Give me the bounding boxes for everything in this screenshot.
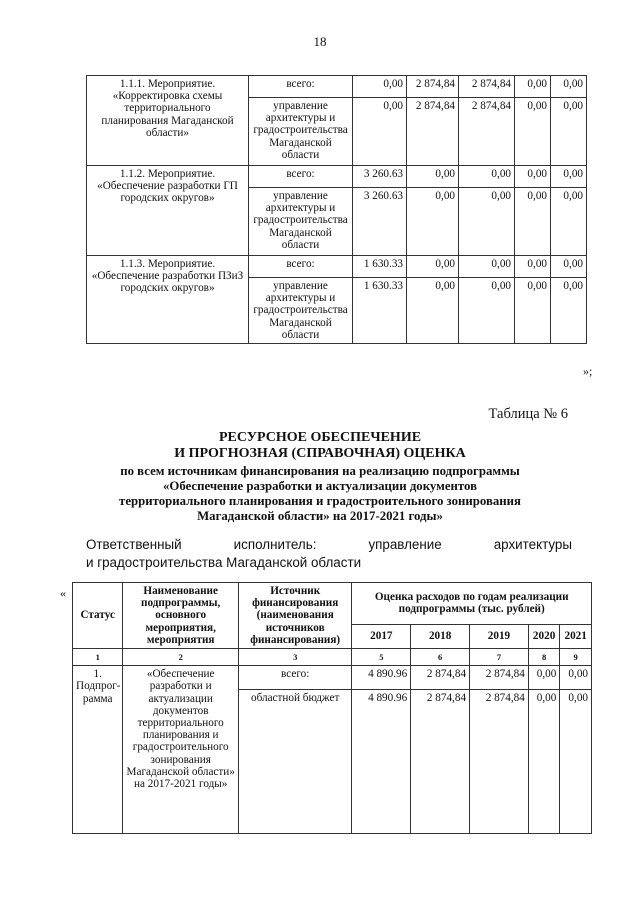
page-number: 18 xyxy=(313,34,327,49)
amount-cell: 0,00 xyxy=(459,278,515,344)
title-line-1: РЕСУРСНОЕ ОБЕСПЕЧЕНИЕ xyxy=(218,430,422,445)
amount-cell: 0,00 xyxy=(551,256,587,278)
funding-source: всего: xyxy=(249,256,353,278)
amount-cell: 2 874,84 xyxy=(459,76,515,98)
header-year: 2019 xyxy=(470,624,529,648)
amount-cell: 0,00 xyxy=(528,690,560,834)
amount-cell: 3 260.63 xyxy=(353,166,407,188)
responsible-word: управление xyxy=(368,537,442,552)
table-row xyxy=(73,666,592,690)
column-index: 7 xyxy=(470,649,529,666)
opening-quote-mark: « xyxy=(60,586,66,600)
amount-cell: 2 874,84 xyxy=(411,666,470,690)
amount-cell: 0,00 xyxy=(459,256,515,278)
amount-cell: 4 890.96 xyxy=(352,690,411,834)
amount-cell: 0,00 xyxy=(407,188,459,256)
amount-cell: 0,00 xyxy=(353,98,407,166)
amount-cell: 0,00 xyxy=(528,666,560,690)
amount-cell: 4 890.96 xyxy=(352,666,411,690)
amount-cell: 0,00 xyxy=(551,188,587,256)
amount-cell: 0,00 xyxy=(407,256,459,278)
funding-source: областной бюджет xyxy=(238,690,351,834)
amount-cell: 0,00 xyxy=(407,278,459,344)
header-year: 2018 xyxy=(411,624,470,648)
amount-cell: 0,00 xyxy=(560,690,592,834)
subprogram-name: «Обеспечение разработки и актуализации документов территориального планирования и градостроительного зонирования Магаданской области» на 2017-2021 годы» xyxy=(123,666,239,834)
activity-name: 1.1.1. Мероприятие. «Корректировка схемы территориального планирования Магаданской области» xyxy=(87,76,249,166)
amount-cell: 0,00 xyxy=(551,76,587,98)
responsible-word: исполнитель: xyxy=(233,537,317,552)
header-year: 2021 xyxy=(560,624,592,648)
amount-cell: 2 874,84 xyxy=(411,690,470,834)
amount-cell: 0,00 xyxy=(560,666,592,690)
responsible-line xyxy=(86,536,572,554)
funding-source: управление архитектуры и градостроительства Магаданской области xyxy=(249,188,353,256)
column-index: 3 xyxy=(238,649,351,666)
amount-cell: 0,00 xyxy=(459,188,515,256)
resource-estimate-table xyxy=(72,582,592,834)
amount-cell: 0,00 xyxy=(459,166,515,188)
amount-cell: 2 874,84 xyxy=(407,98,459,166)
table-label: Таблица № 6 xyxy=(488,406,568,422)
subtitle-line: «Обеспечение разработки и актуализации документов xyxy=(162,479,477,493)
index-row xyxy=(73,649,592,666)
header-name: Наименование подпрограммы, основного мероприятия, мероприятия xyxy=(123,583,239,649)
amount-cell: 0,00 xyxy=(515,188,551,256)
column-index: 5 xyxy=(352,649,411,666)
amount-cell: 2 874,84 xyxy=(470,666,529,690)
funding-source: управление архитектуры и градостроительства Магаданской области xyxy=(249,278,353,344)
amount-cell: 0,00 xyxy=(515,98,551,166)
status-cell: 1. Подпрог-рамма xyxy=(73,666,123,834)
column-index: 2 xyxy=(123,649,239,666)
closing-quote-mark: »; xyxy=(583,364,593,378)
funding-source: всего: xyxy=(238,666,351,690)
amount-cell: 0,00 xyxy=(551,278,587,344)
amount-cell: 2 874,84 xyxy=(459,98,515,166)
amount-cell: 2 874,84 xyxy=(470,690,529,834)
responsible-word: архитектуры xyxy=(493,537,572,552)
header-year: 2017 xyxy=(352,624,411,648)
amount-cell: 0,00 xyxy=(515,166,551,188)
column-index: 6 xyxy=(411,649,470,666)
amount-cell: 0,00 xyxy=(353,76,407,98)
funding-source: управление архитектуры и градостроительства Магаданской области xyxy=(249,98,353,166)
amount-cell: 0,00 xyxy=(551,166,587,188)
amount-cell: 3 260.63 xyxy=(353,188,407,256)
table-row xyxy=(87,76,587,98)
responsible-word: Ответственный xyxy=(86,537,182,552)
table-row xyxy=(87,256,587,278)
amount-cell: 2 874,84 xyxy=(407,76,459,98)
subtitle xyxy=(0,464,640,524)
funding-source: всего: xyxy=(249,166,353,188)
header-source: Источник финансирования (наименования источников финансирования) xyxy=(238,583,351,649)
funding-source: всего: xyxy=(249,76,353,98)
amount-cell: 0,00 xyxy=(515,278,551,344)
responsible-line-2: и градостроительства Магаданской области xyxy=(86,555,362,570)
table-row xyxy=(87,166,587,188)
amount-cell: 0,00 xyxy=(551,98,587,166)
amount-cell: 0,00 xyxy=(407,166,459,188)
activity-name: 1.1.3. Мероприятие. «Обеспечение разработки ПЗиЗ городских округов» xyxy=(87,256,249,344)
amount-cell: 0,00 xyxy=(515,256,551,278)
column-index: 9 xyxy=(560,649,592,666)
subtitle-line: по всем источникам финансирования на реализацию подпрограммы xyxy=(120,464,520,478)
column-index: 8 xyxy=(528,649,560,666)
title-line-2: И ПРОГНОЗНАЯ (СПРАВОЧНАЯ) ОЦЕНКА xyxy=(174,446,466,461)
header-row xyxy=(73,583,592,625)
header-status: Статус xyxy=(73,583,123,649)
header-estimate: Оценка расходов по годам реализации подпрограммы (тыс. рублей) xyxy=(352,583,592,625)
header-year: 2020 xyxy=(528,624,560,648)
subtitle-line: Магаданской области» на 2017-2021 годы» xyxy=(197,509,443,523)
amount-cell: 0,00 xyxy=(515,76,551,98)
amount-cell: 1 630.33 xyxy=(353,256,407,278)
amount-cell: 1 630.33 xyxy=(353,278,407,344)
activity-name: 1.1.2. Мероприятие. «Обеспечение разработки ГП городских округов» xyxy=(87,166,249,256)
continued-budget-table xyxy=(86,75,587,344)
column-index: 1 xyxy=(73,649,123,666)
subtitle-line: территориального планирования и градостроительного зонирования xyxy=(119,494,521,508)
